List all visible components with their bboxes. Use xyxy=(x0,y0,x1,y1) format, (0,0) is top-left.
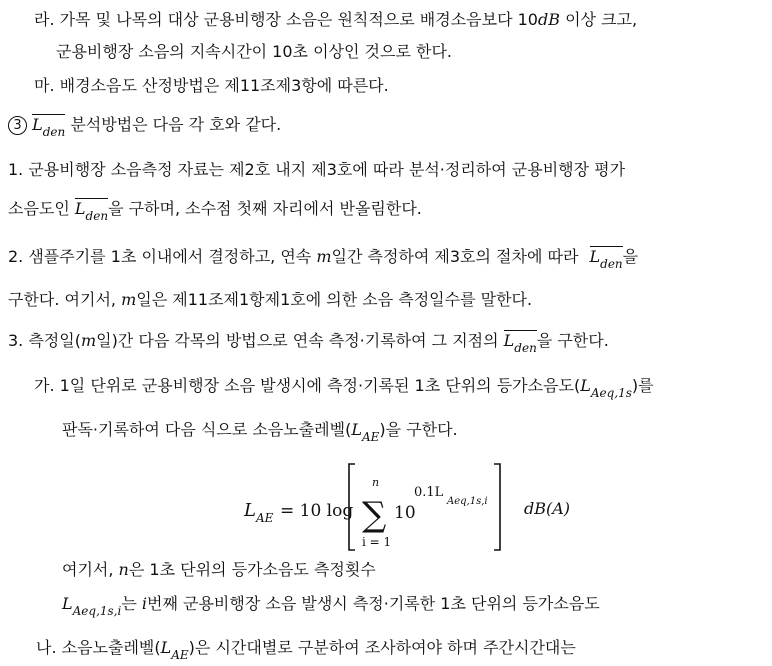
item1-line2: 소음도인 $L_{den}$을 구하며, 소수점 첫째 자리에서 반올림한다. xyxy=(8,199,422,223)
m-symbol: m xyxy=(316,247,332,266)
item-ra-line1 xyxy=(34,10,637,30)
m-symbol: m xyxy=(121,290,137,309)
l-den-symbol: $L_{den}$ xyxy=(74,199,109,223)
l-den-symbol: $L_{den}$ xyxy=(503,331,537,355)
unit-db: dB xyxy=(538,10,560,29)
item-na: 나. 소음노출레벨$(L_{AE})$은 시간대별로 구분하여 조사하여야 하며 주간시간대는 xyxy=(36,638,576,662)
formula-exp-sub: Aeq,1s,i xyxy=(447,496,488,507)
right-bracket xyxy=(494,464,500,550)
formula-unit: dB(A) xyxy=(524,499,571,518)
item-ma: 마. 배경소음도 산정방법은 제11조제3항에 따른다. xyxy=(34,76,389,95)
l-den-symbol: $L_{den}$ xyxy=(589,247,623,271)
item-ga-line2: 판독·기록하여 다음 식으로 소음노출레벨$(L_{AE})$을 구한다. xyxy=(62,420,458,444)
formula-lhs-sub: AE xyxy=(256,511,274,525)
def-laeq: $L_{Aeq,1s,i}$는 i번째 군용비행장 소음 발생시 측정·기록한 1초 단위의 등가소음도 xyxy=(62,594,600,618)
item3-line: 3. 측정일(m일)간 다음 각목의 방법으로 연속 측정·기록하여 그 지점의 $L_{den}$을 구한다. xyxy=(8,331,609,355)
item2-line1: 2. 샘플주기를 1초 이내에서 결정하고, 연속 m일간 측정하여 제3호의 절차에 따라 $L_{den}$을 xyxy=(8,247,639,271)
def-n: 여기서, n은 1초 단위의 등가소음도 측정횟수 xyxy=(62,560,376,579)
section-3-heading xyxy=(8,114,282,139)
item-ra-line2: 군용비행장 소음의 지속시간이 10초 이상인 것으로 한다. xyxy=(56,42,452,61)
item1-line1: 1. 군용비행장 소음측정 자료는 제2호 내지 제3호에 따라 분석·정리하여 군용비행장 평가 xyxy=(8,160,626,179)
item-ra-text: 라. 가목 및 나목의 대상 군용비행장 소음은 원칙적으로 배경소음보다 10 xyxy=(34,10,538,29)
item2-line2: 구한다. 여기서, m일은 제11조제1항제1호에 의한 소음 측정일수를 말한다. xyxy=(8,290,533,309)
formula-equals-log: = 10 log xyxy=(280,501,354,521)
m-symbol: m xyxy=(80,331,97,350)
l-den-symbol: $L_{den}$ xyxy=(32,115,66,139)
sum-lower: i = 1 xyxy=(362,535,392,549)
sum-upper: n xyxy=(372,476,380,489)
formula-base: 10 xyxy=(394,503,416,523)
section-3-text: 분석방법은 다음 각 호와 같다. xyxy=(65,115,282,134)
sum-sigma-icon: ∑ xyxy=(362,495,387,535)
item-ga-line1: 가. 1일 단위로 군용비행장 소음 발생시에 측정·기록된 1초 단위의 등가소음도$(L_{Aeq,1s})$를 xyxy=(34,376,654,400)
formula-lhs: L xyxy=(244,500,256,521)
circled-number: 3 xyxy=(8,116,27,135)
item-ra-text-end: 이상 크고, xyxy=(560,10,638,29)
formula-exp: 0.1L xyxy=(414,485,444,500)
